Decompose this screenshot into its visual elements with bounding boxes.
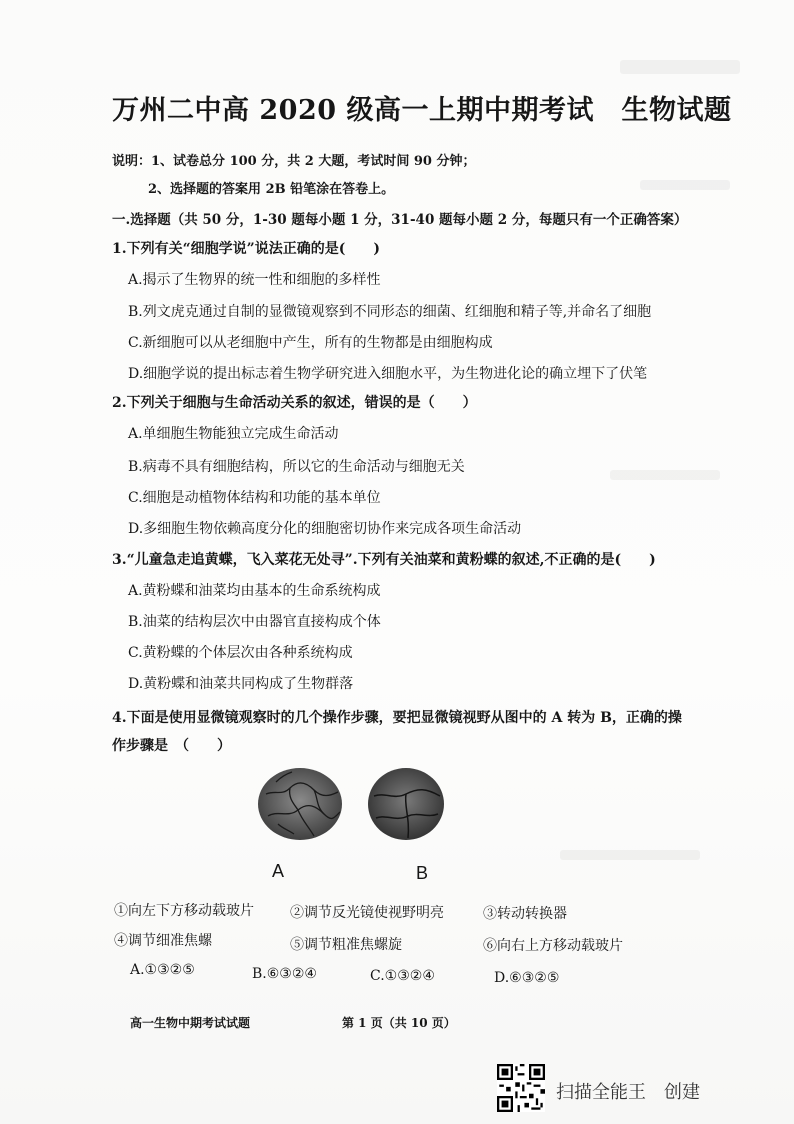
question-1-option-b: B.列文虎克通过自制的显微镜观察到不同形态的细菌、红细胞和精子等,并命名了细胞 bbox=[128, 304, 652, 320]
scanner-watermark: 扫描全能王 创建 bbox=[556, 1082, 700, 1103]
microscope-fields-figure bbox=[258, 766, 448, 850]
question-3-option-c: C.黄粉蝶的个体层次由各种系统构成 bbox=[128, 645, 353, 661]
step-6: ⑥向右上方移动载玻片 bbox=[483, 938, 623, 954]
question-2-option-d: D.多细胞生物依赖高度分化的细胞密切协作来完成各项生命活动 bbox=[128, 521, 522, 537]
question-2-option-a: A.单细胞生物能独立完成生命活动 bbox=[128, 426, 339, 442]
step-2: ②调节反光镜使视野明亮 bbox=[290, 905, 444, 921]
question-3-option-d: D.黄粉蝶和油菜共同构成了生物群落 bbox=[128, 676, 354, 692]
question-1-stem: 1.下列有关“细胞学说”说法正确的是( ) bbox=[112, 241, 380, 257]
question-1-option-c: C.新细胞可以从老细胞中产生，所有的生物都是由细胞构成 bbox=[128, 335, 493, 351]
bleed-through-mark bbox=[560, 850, 700, 860]
figure-label-b: B bbox=[416, 863, 429, 883]
question-2-stem: 2.下列关于细胞与生命活动关系的叙述，错误的是（ ） bbox=[112, 395, 477, 411]
footer-page-number: 第 1 页（共 10 页） bbox=[342, 1016, 456, 1030]
microscope-fields-svg bbox=[258, 766, 448, 846]
step-4: ④调节细准焦螺 bbox=[114, 933, 212, 949]
choice-c: C.①③②④ bbox=[370, 968, 435, 984]
exam-title: 万州二中高 2020 级高一上期中期考试 生物试题 bbox=[112, 95, 732, 126]
question-3-stem: 3.“儿童急走追黄蝶，飞入菜花无处寻”.下列有关油菜和黄粉蝶的叙述,不正确的是( ) bbox=[112, 552, 656, 568]
question-2-option-b: B.病毒不具有细胞结构，所以它的生命活动与细胞无关 bbox=[128, 459, 465, 475]
section-heading: 一.选择题（共 50 分，1-30 题每小题 1 分，31-40 题每小题 2 分，每题只有一个正确答案） bbox=[112, 212, 688, 228]
question-1-option-a: A.揭示了生物界的统一性和细胞的多样性 bbox=[128, 272, 381, 288]
instructions-line-1: 说明：1、试卷总分 100 分，共 2 大题，考试时间 90 分钟； bbox=[112, 154, 476, 169]
field-a-view bbox=[258, 768, 342, 840]
question-4-stem-line-2: 作步骤是 （ ） bbox=[112, 738, 231, 754]
choice-d: D.⑥③②⑤ bbox=[494, 970, 560, 986]
step-3: ③转动转换器 bbox=[483, 906, 567, 922]
bleed-through-mark bbox=[640, 180, 730, 190]
instructions-line-2: 2、选择题的答案用 2B 铅笔涂在答卷上。 bbox=[148, 182, 395, 197]
question-3-option-a: A.黄粉蝶和油菜均由基本的生命系统构成 bbox=[128, 583, 381, 599]
question-1-option-d: D.细胞学说的提出标志着生物学研究进入细胞水平，为生物进化论的确立埋下了伏笔 bbox=[128, 366, 648, 382]
bleed-through-mark bbox=[620, 60, 740, 74]
question-2-option-c: C.细胞是动植物体结构和功能的基本单位 bbox=[128, 490, 381, 506]
choice-b: B.⑥③②④ bbox=[252, 966, 317, 982]
bleed-through-mark bbox=[610, 470, 720, 480]
step-5: ⑤调节粗准焦螺旋 bbox=[290, 937, 402, 953]
footer-exam-name: 高一生物中期考试试题 bbox=[130, 1016, 251, 1030]
question-4-stem-line-1: 4.下面是使用显微镜观察时的几个操作步骤，要把显微镜视野从图中的 A 转为 B，正确的操 bbox=[112, 710, 682, 726]
choice-a: A.①③②⑤ bbox=[130, 962, 195, 978]
step-1: ①向左下方移动载玻片 bbox=[114, 903, 254, 919]
question-3-option-b: B.油菜的结构层次中由器官直接构成个体 bbox=[128, 614, 381, 630]
qr-code-icon bbox=[497, 1064, 545, 1112]
figure-label-a: A bbox=[272, 861, 285, 881]
